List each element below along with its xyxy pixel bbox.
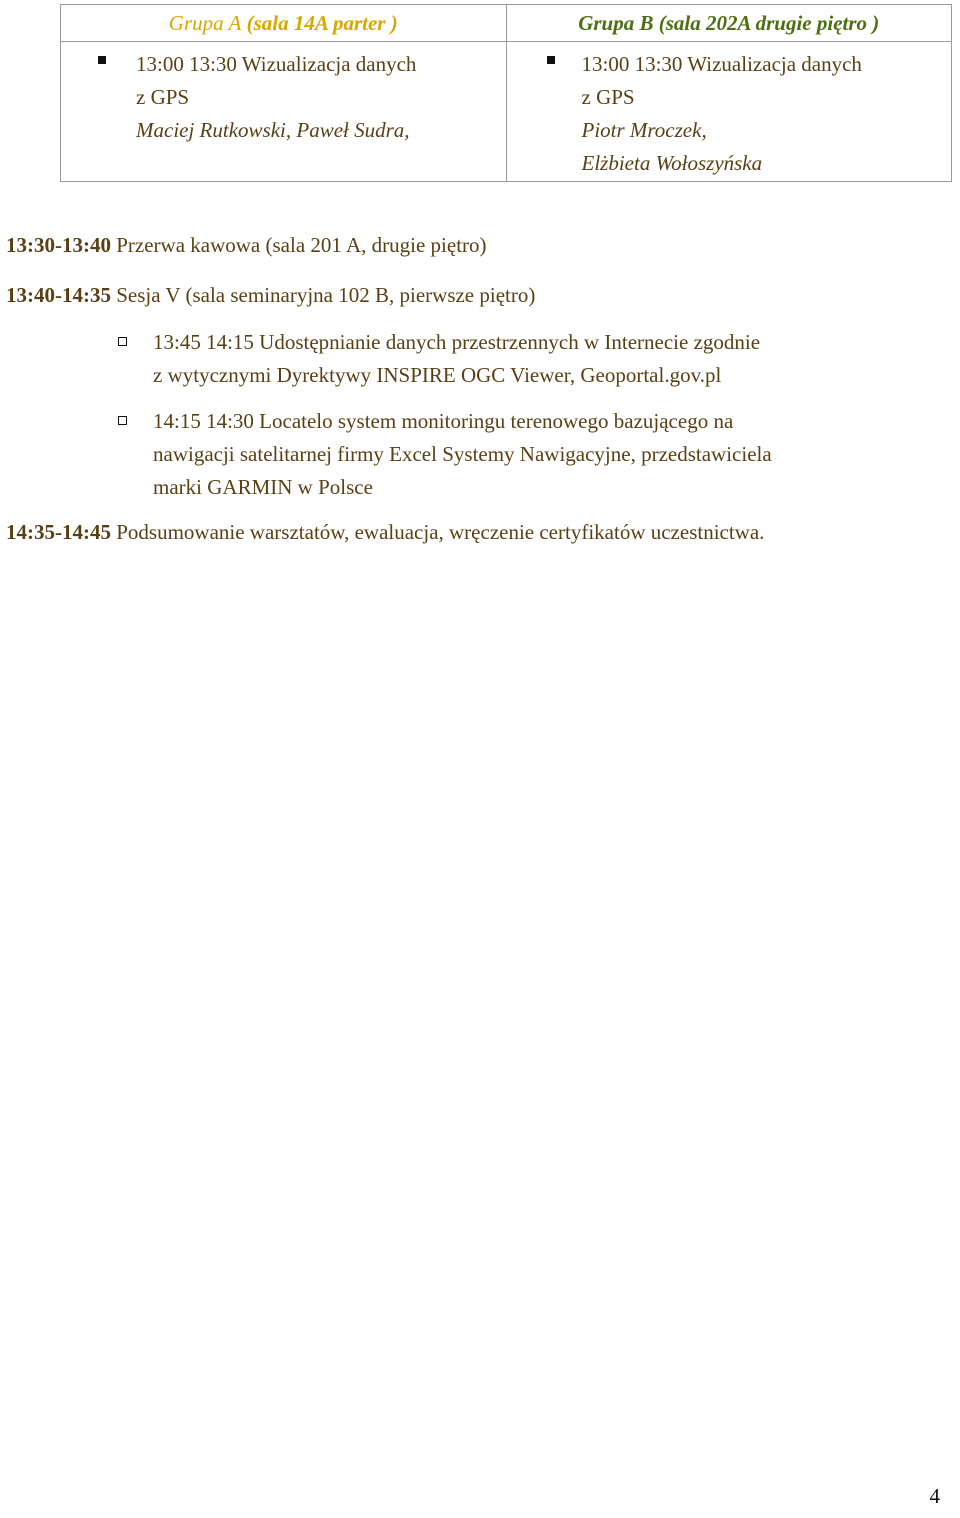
agenda-item2-line1: 14:15 14:30 Locatelo system monitoringu terenowego bazującego na [153, 409, 734, 433]
group-b-header [506, 5, 952, 42]
hollow-square-bullet-icon [118, 416, 127, 425]
group-a-label: Grupa A [168, 11, 242, 35]
group-b-title-line1: Wizualizacja danych [687, 52, 862, 76]
group-b-speaker1: Piotr Mroczek, [581, 118, 707, 142]
agenda-session5-text: Sesja V (sala seminaryjna 102 B, pierwsze piętro) [110, 283, 536, 307]
agenda-break-time: 13:30-13:40 [6, 233, 111, 257]
groups-table [60, 4, 952, 182]
group-a-room: (sala 14A parter ) [241, 11, 398, 35]
group-a-session-title [136, 48, 506, 81]
group-b-label: Grupa B [578, 11, 654, 35]
square-bullet-icon [98, 56, 106, 64]
agenda-closing-time: 14:35-14:45 [6, 520, 111, 544]
group-a-speakers: Maciej Rutkowski, Paweł Sudra, [136, 118, 410, 142]
agenda-item1-line1: 13:45 14:15 Udostępnianie danych przestrzennych w Internecie zgodnie [153, 330, 761, 354]
group-b-title-line2: z GPS [581, 85, 635, 109]
agenda-session5 [6, 280, 535, 310]
agenda-item-locatelo [153, 405, 913, 504]
group-b-session-title [582, 48, 952, 81]
group-b-session [506, 42, 952, 182]
group-a-title-line1: Wizualizacja danych [241, 52, 417, 76]
hollow-square-bullet-icon [118, 337, 127, 346]
agenda-item1-line2: z wytycznymi Dyrektywy INSPIRE OGC Viewer, Geoportal.gov.pl [153, 363, 722, 387]
agenda-item-udostepnianie [153, 326, 913, 392]
group-a-title-line2: z GPS [136, 85, 190, 109]
page-number: 4 [929, 1484, 940, 1508]
group-a-time: 13:00 13:30 [136, 52, 237, 76]
agenda-item2-line2: nawigacji satelitarnej firmy Excel Systemy Nawigacyjne, przedstawiciela [153, 442, 772, 466]
agenda-closing-text: Podsumowanie warsztatów, ewaluacja, wręczenie certyfikatów uczestnictwa. [110, 520, 765, 544]
square-bullet-icon [547, 56, 555, 64]
agenda-closing [6, 517, 764, 547]
group-a-session [61, 42, 507, 182]
agenda-break [6, 230, 487, 260]
groups-header-row [61, 5, 952, 42]
group-a-header [61, 5, 507, 42]
agenda-break-text: Przerwa kawowa (sala 201 A, drugie piętro) [110, 233, 487, 257]
group-b-time: 13:00 13:30 [581, 52, 683, 76]
agenda-session5-time: 13:40-14:35 [6, 283, 111, 307]
agenda-item2-line3: marki GARMIN w Polsce [153, 475, 373, 499]
group-b-speaker2: Elżbieta Wołoszyńska [581, 151, 763, 175]
groups-session-row [61, 42, 952, 182]
group-b-room: (sala 202A drugie piętro ) [653, 11, 880, 35]
